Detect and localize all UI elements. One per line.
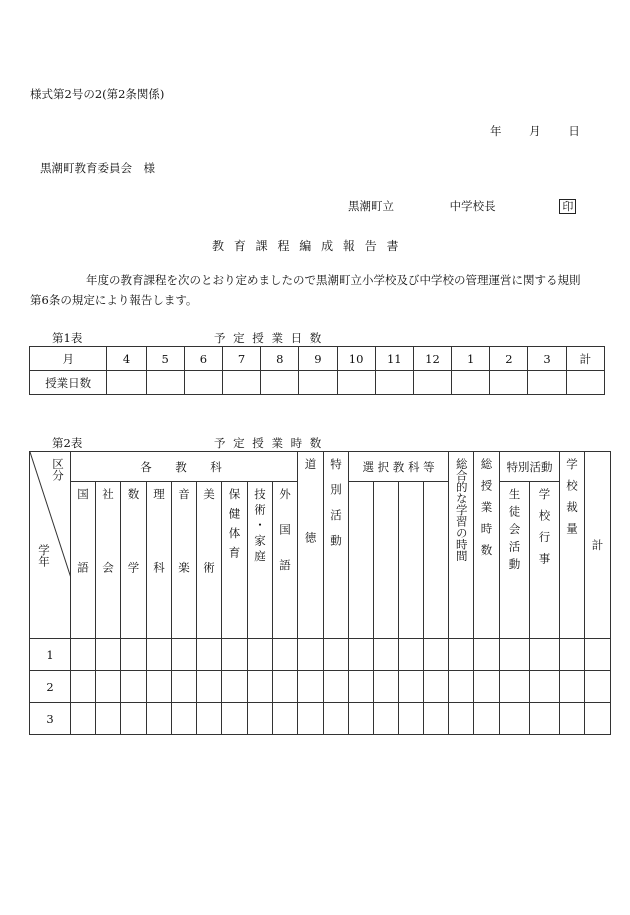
subject-label: 国語 <box>76 488 90 635</box>
table2-cell[interactable] <box>273 671 298 703</box>
table2-cell[interactable] <box>324 703 349 735</box>
table2-cell[interactable] <box>71 703 96 735</box>
school-events-label: 学校行事 <box>537 488 552 574</box>
table2-cell[interactable] <box>424 703 449 735</box>
subject-label: 音楽 <box>177 488 191 635</box>
table1-cell[interactable] <box>490 371 528 395</box>
table2-cell[interactable] <box>298 639 324 671</box>
table2-cell[interactable] <box>222 671 248 703</box>
table2-grade-row <box>30 703 611 735</box>
table2-cell[interactable] <box>172 703 197 735</box>
table2-discretion <box>560 452 585 639</box>
table2-header-row-1 <box>30 452 611 482</box>
table2-cell[interactable] <box>324 671 349 703</box>
table2-cell[interactable] <box>474 639 500 671</box>
table2-cell[interactable] <box>121 671 147 703</box>
table2-cell[interactable] <box>374 671 399 703</box>
table2-cell[interactable] <box>530 671 560 703</box>
table2-cell[interactable] <box>449 703 474 735</box>
table2-cell[interactable] <box>474 671 500 703</box>
table2-cell[interactable] <box>500 703 530 735</box>
table2-total-hours <box>474 452 500 639</box>
subject-label: 外国語 <box>278 488 293 595</box>
table2-cell[interactable] <box>298 671 324 703</box>
table2-subject <box>147 482 172 639</box>
table2-cell[interactable] <box>374 639 399 671</box>
table2-cell[interactable] <box>222 703 248 735</box>
table2-group-subjects: 各 教 科 <box>71 452 298 482</box>
table2-cell[interactable] <box>121 639 147 671</box>
table1-cell[interactable] <box>413 371 451 395</box>
table2-cell[interactable] <box>96 671 121 703</box>
body-text-line1: 年度の教育課程を次のとおり定めましたので黒潮町立小学校及び中学校の管理運営に関する規則 <box>86 273 581 287</box>
grade-label: 3 <box>30 703 71 735</box>
table2-subject <box>121 482 147 639</box>
table1-month-label: 月 <box>30 347 107 371</box>
table2-subject <box>197 482 222 639</box>
table2-cell[interactable] <box>71 639 96 671</box>
table2-school-events <box>530 482 560 639</box>
table2 <box>29 451 611 735</box>
grade-label: 1 <box>30 639 71 671</box>
table2-grade-row <box>30 639 611 671</box>
table2-grade-row <box>30 671 611 703</box>
table1-month: 10 <box>337 347 375 371</box>
sender-town: 黒潮町立 <box>348 199 394 213</box>
table1-month: 4 <box>107 347 146 371</box>
table2-cell[interactable] <box>273 639 298 671</box>
subject-label: 技術・家庭 <box>253 488 267 566</box>
table1-label: 第1表 <box>52 331 83 345</box>
subject-label: 数学 <box>126 488 141 635</box>
table2-cell[interactable] <box>197 703 222 735</box>
table1-cell[interactable] <box>337 371 375 395</box>
table1-month: 3 <box>528 347 566 371</box>
table2-cell[interactable] <box>71 671 96 703</box>
table2-cell[interactable] <box>530 703 560 735</box>
table2-cell[interactable] <box>324 639 349 671</box>
table2-elective-cell[interactable] <box>349 482 374 639</box>
table2-cell[interactable] <box>248 671 273 703</box>
subject-label: 美術 <box>202 488 216 635</box>
table2-moral-label: 道徳 <box>303 458 318 605</box>
table2-cell[interactable] <box>172 639 197 671</box>
table2-total-hours-label: 総授業時数 <box>479 458 494 566</box>
table2-cell[interactable] <box>449 639 474 671</box>
addressee: 黒潮町教育委員会 様 <box>40 161 155 175</box>
table2-title: 予 定 授 業 時 数 <box>214 436 324 450</box>
table1-cell[interactable] <box>528 371 566 395</box>
table2-cell[interactable] <box>585 639 611 671</box>
corner-bottom-label: 学年 <box>37 544 51 567</box>
grade-label: 2 <box>30 671 71 703</box>
table1-month: 8 <box>261 347 299 371</box>
table2-cell[interactable] <box>273 703 298 735</box>
table1-month: 12 <box>413 347 451 371</box>
table2-cell[interactable] <box>424 639 449 671</box>
table2-elective: 選 択 教 科 等 <box>349 452 449 482</box>
table1-month: 6 <box>184 347 222 371</box>
table2-cell[interactable] <box>474 703 500 735</box>
subject-label: 社会 <box>101 488 115 635</box>
table2-cell[interactable] <box>96 703 121 735</box>
table2-elective-cell[interactable] <box>424 482 449 639</box>
table1-month: 5 <box>146 347 184 371</box>
table2-cell[interactable] <box>222 639 248 671</box>
table2-subject <box>71 482 96 639</box>
table1-cell[interactable] <box>222 371 260 395</box>
table1-month: 7 <box>222 347 260 371</box>
table2-cell[interactable] <box>349 671 374 703</box>
table2-cell[interactable] <box>147 639 172 671</box>
table2-cell[interactable] <box>585 703 611 735</box>
table2-cell[interactable] <box>147 671 172 703</box>
table1-month: 11 <box>375 347 413 371</box>
table1-total-label: 計 <box>566 347 604 371</box>
date-year: 年 <box>490 124 502 138</box>
table2-cell[interactable] <box>500 671 530 703</box>
subject-label: 保健体育 <box>227 488 242 566</box>
table2-subject <box>96 482 121 639</box>
table2-cell[interactable] <box>399 703 424 735</box>
table1-cell[interactable] <box>261 371 299 395</box>
date-month: 月 <box>529 124 541 138</box>
table2-cell[interactable] <box>585 671 611 703</box>
table2-special <box>324 452 349 639</box>
table2-discretion-label: 学校裁量 <box>565 458 580 544</box>
table2-cell[interactable] <box>197 671 222 703</box>
table2-cell[interactable] <box>399 639 424 671</box>
table2-corner <box>30 452 71 639</box>
table2-integrated-label: 総合的な学習の時間 <box>454 458 469 562</box>
table2-subject <box>248 482 273 639</box>
table2-cell[interactable] <box>399 671 424 703</box>
body-text-line2: 第6条の規定により報告します。 <box>30 293 198 307</box>
table2-total: 計 <box>585 452 611 639</box>
date-line <box>490 123 580 139</box>
table2-cell[interactable] <box>500 639 530 671</box>
table2-special-activities: 特別活動 <box>500 452 560 482</box>
corner-top-label: 区分 <box>51 458 65 481</box>
table2-moral <box>298 452 324 639</box>
table2-cell[interactable] <box>560 639 585 671</box>
table1-days-row <box>30 371 605 395</box>
table2-cell[interactable] <box>172 671 197 703</box>
table2-elective-cell[interactable] <box>374 482 399 639</box>
table2-label: 第2表 <box>52 436 83 450</box>
table2-cell[interactable] <box>560 703 585 735</box>
table1-cell[interactable] <box>107 371 146 395</box>
form-number: 様式第2号の2(第2条関係) <box>30 87 165 101</box>
student-council-label: 生徒会活動 <box>507 488 522 576</box>
table2-subject <box>172 482 197 639</box>
table2-cell[interactable] <box>349 639 374 671</box>
document-title: 教 育 課 程 編 成 報 告 書 <box>212 239 402 253</box>
subject-label: 理科 <box>152 488 166 635</box>
table1-cell[interactable] <box>299 371 337 395</box>
table1-month: 9 <box>299 347 337 371</box>
sender-line <box>348 198 576 214</box>
table1-title: 予 定 授 業 日 数 <box>214 331 324 345</box>
table2-cell[interactable] <box>424 671 449 703</box>
table1-cell[interactable] <box>452 371 490 395</box>
table2-cell[interactable] <box>530 639 560 671</box>
table1-cell[interactable] <box>375 371 413 395</box>
table1-cell[interactable] <box>146 371 184 395</box>
table1-cell[interactable] <box>184 371 222 395</box>
table1-header-row <box>30 347 605 371</box>
table1 <box>29 346 605 395</box>
table2-cell[interactable] <box>374 703 399 735</box>
table1-cell[interactable] <box>566 371 604 395</box>
table1-month: 1 <box>452 347 490 371</box>
table1-row-label: 授業日数 <box>30 371 107 395</box>
table1-month: 2 <box>490 347 528 371</box>
table2-cell[interactable] <box>298 703 324 735</box>
table2-cell[interactable] <box>96 639 121 671</box>
table2-subject <box>273 482 298 639</box>
table2-cell[interactable] <box>449 671 474 703</box>
date-day: 日 <box>568 124 580 138</box>
table2-subject <box>222 482 248 639</box>
table2-elective-cell[interactable] <box>399 482 424 639</box>
table2-cell[interactable] <box>147 703 172 735</box>
table2-cell[interactable] <box>349 703 374 735</box>
sender-principal: 中学校長 <box>449 199 496 213</box>
table2-cell[interactable] <box>121 703 147 735</box>
table2-student-council <box>500 482 530 639</box>
seal-mark: 印 <box>559 199 576 214</box>
table2-cell[interactable] <box>560 671 585 703</box>
table2-cell[interactable] <box>197 639 222 671</box>
table2-special-label: 特別活動 <box>329 458 344 560</box>
table2-integrated <box>449 452 474 639</box>
table2-cell[interactable] <box>248 639 273 671</box>
table2-cell[interactable] <box>248 703 273 735</box>
